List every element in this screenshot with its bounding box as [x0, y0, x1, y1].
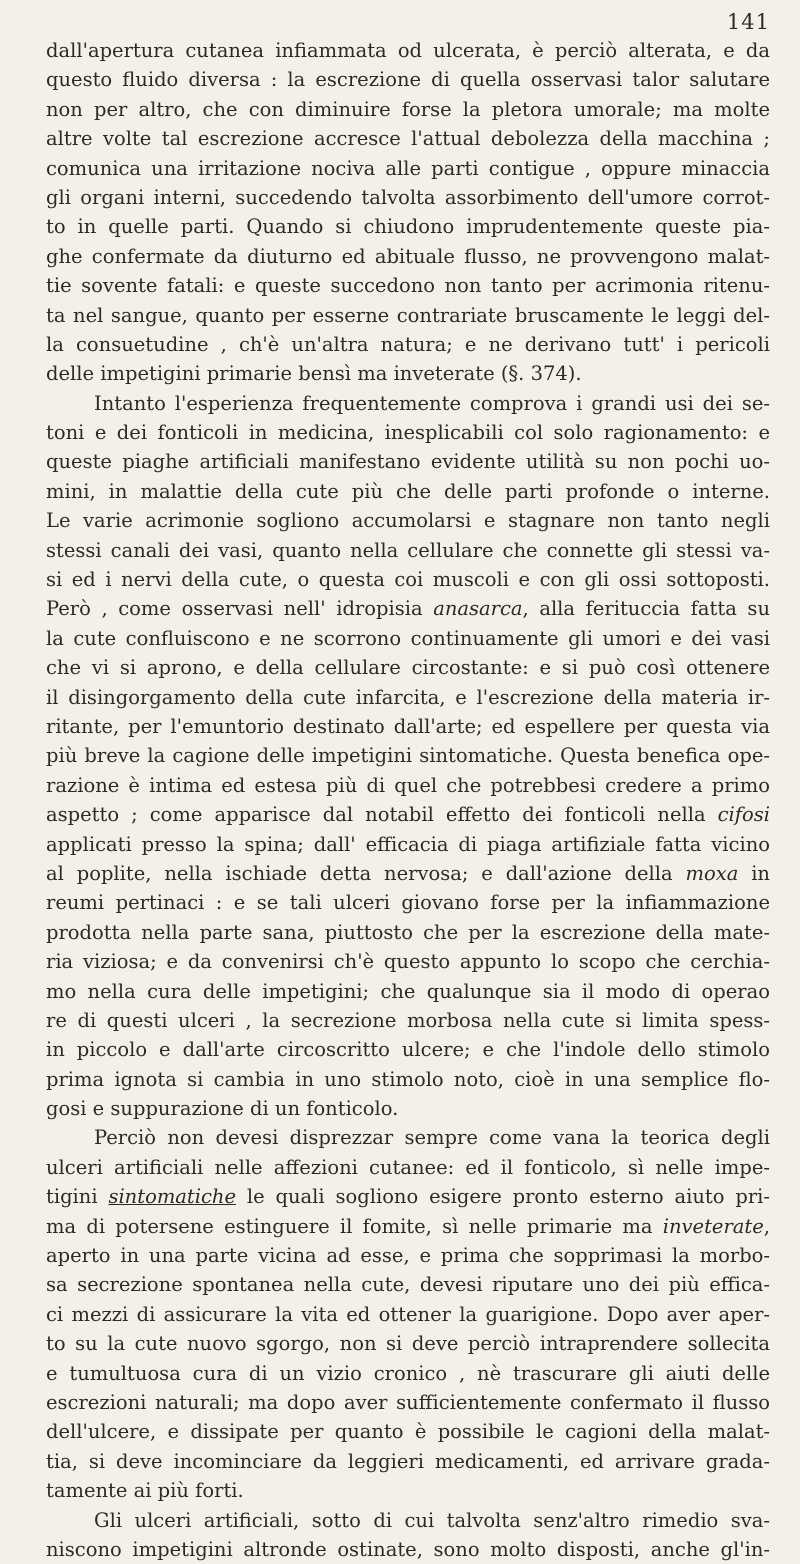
line-text: la cute confluiscono e ne scorrono continuamente gli umori e dei vasi — [46, 626, 770, 650]
text-line — [46, 1329, 770, 1358]
line-text: escrezioni naturali; ma dopo aver sufficientemente confermato il flusso — [46, 1390, 770, 1414]
line-text: e tumultuosa cura di un vizio cronico , nè trascurare gli aiuti delle — [46, 1361, 770, 1385]
text-line — [46, 800, 770, 829]
text-line — [46, 359, 770, 388]
line-text: tie sovente fatali: e queste succedono non tanto per acrimonia ritenu- — [46, 274, 770, 298]
line-text: mini, in malattie della cute più che delle parti profonde o interne. — [46, 479, 770, 503]
line-text: al poplite, nella ischiade detta nervosa; e dall'azione della — [46, 861, 686, 885]
line-text: tamente ai più forti. — [46, 1479, 244, 1503]
text-line — [46, 859, 770, 888]
line-text: toni e dei fonticoli in medicina, inesplicabili col solo ragionamento: e — [46, 421, 770, 445]
text-line — [46, 947, 770, 976]
line-text: comunica una irritazione nociva alle parti contigue , oppure minaccia — [46, 156, 770, 180]
text-line — [46, 1065, 770, 1094]
text-line — [46, 1535, 770, 1564]
line-text: sa secrezione spontanea nella cute, devesi riputare uno dei più effica- — [46, 1273, 770, 1297]
line-text: to su la cute nuovo sgorgo, non si deve perciò intraprendere sollecita — [46, 1332, 770, 1356]
text-line — [46, 683, 770, 712]
line-text: applicati presso la spina; dall' efficacia di piaga artifiziale fatta vicino — [46, 832, 770, 856]
text-line — [46, 330, 770, 359]
italic-term: anasarca — [433, 597, 523, 621]
line-text: to in quelle parti. Quando si chiudono imprudentemente queste pia- — [46, 215, 770, 239]
page-number: 141 — [726, 10, 770, 34]
line-text: ma di potersene estinguere il fomite, sì nelle primarie ma — [46, 1214, 663, 1238]
text-line — [46, 36, 770, 65]
line-text: niscono impetigini altronde ostinate, sono molto disposti, anche gl'in- — [46, 1537, 770, 1561]
line-text: re di questi ulceri , la secrezione morbosa nella cute si limita spess- — [46, 1008, 770, 1032]
text-line — [46, 242, 770, 271]
text-line — [46, 389, 770, 418]
text-line — [46, 301, 770, 330]
line-text: prodotta nella parte sana, piuttosto che per la escrezione della mate- — [46, 920, 770, 944]
text-line — [46, 1506, 770, 1535]
line-text: Intanto l'esperienza frequentemente comprova i grandi usi dei se- — [94, 391, 770, 415]
text-line — [46, 183, 770, 212]
text-line — [46, 888, 770, 917]
line-text: tia, si deve incominciare da leggieri medicamenti, ed arrivare grada- — [46, 1449, 770, 1473]
text-line — [46, 1182, 770, 1211]
line-text: il disingorgamento della cute infarcita, e l'escrezione della materia ir- — [46, 685, 770, 709]
text-line — [46, 918, 770, 947]
text-line — [46, 1300, 770, 1329]
text-line — [46, 536, 770, 565]
text-line — [46, 447, 770, 476]
line-text-after: , alla ferituccia fatta su — [522, 597, 770, 621]
text-line — [46, 418, 770, 447]
text-line — [46, 1388, 770, 1417]
text-line — [46, 271, 770, 300]
text-line — [46, 1212, 770, 1241]
text-line — [46, 653, 770, 682]
line-text: Però , come osservasi nell' idropisia — [46, 597, 434, 621]
text-line — [46, 506, 770, 535]
text-line — [46, 624, 770, 653]
line-text: gli organi interni, succedendo talvolta assorbimento dell'umore corrot- — [46, 185, 770, 209]
line-text: ci mezzi di assicurare la vita ed ottener la guarigione. Dopo aver aper- — [46, 1302, 770, 1326]
line-text: altre volte tal escrezione accresce l'attual debolezza della macchina ; — [46, 127, 770, 151]
line-text-after: in — [738, 861, 770, 885]
line-text: tigini — [46, 1185, 109, 1209]
line-text: si ed i nervi della cute, o questa coi muscoli e con gli ossi sottoposti. — [46, 568, 770, 592]
underlined-term: sintomatiche — [108, 1185, 237, 1209]
line-text: che vi si aprono, e della cellulare circostante: e si può così ottenere — [46, 656, 770, 680]
text-line — [46, 65, 770, 94]
text-line — [46, 1417, 770, 1446]
line-text: gosi e suppurazione di un fonticolo. — [46, 1097, 399, 1121]
text-line — [46, 1123, 770, 1152]
text-line — [46, 565, 770, 594]
body-text — [46, 36, 770, 1564]
line-text-after: le quali sogliono esigere pronto esterno aiuto pri- — [236, 1185, 770, 1209]
text-line — [46, 1241, 770, 1270]
text-line — [46, 594, 770, 623]
text-line — [46, 477, 770, 506]
line-text: stessi canali dei vasi, quanto nella cellulare che connette gli stessi va- — [46, 538, 770, 562]
text-line — [46, 212, 770, 241]
line-text: queste piaghe artificiali manifestano evidente utilità su non pochi uo- — [46, 450, 770, 474]
line-text: mo nella cura delle impetigini; che qualunque sia il modo di operao — [46, 979, 770, 1003]
line-text: ritante, per l'emuntorio destinato dall'arte; ed espellere per questa via — [46, 714, 770, 738]
text-line — [46, 1359, 770, 1388]
line-text-after: , — [763, 1214, 770, 1238]
line-text: in piccolo e dall'arte circoscritto ulcere; e che l'indole dello stimolo — [46, 1038, 770, 1062]
text-line — [46, 154, 770, 183]
line-text: Le varie acrimonie sogliono accumolarsi e stagnare non tanto negli — [46, 509, 770, 533]
line-text: prima ignota si cambia in uno stimolo noto, cioè in una semplice flo- — [46, 1067, 770, 1091]
line-text: Perciò non devesi disprezzar sempre come vana la teorica degli — [94, 1126, 770, 1150]
text-line — [46, 741, 770, 770]
text-line — [46, 1447, 770, 1476]
line-text: razione è intima ed estesa più di quel che potrebbesi credere a primo — [46, 773, 770, 797]
text-line — [46, 124, 770, 153]
line-text: questo fluido diversa : la escrezione di quella osservasi talor salutare — [46, 68, 770, 92]
line-text: aspetto ; come apparisce dal notabil effetto dei fonticoli nella — [46, 803, 718, 827]
line-text: Gli ulceri artificiali, sotto di cui talvolta senz'altro rimedio sva- — [94, 1508, 770, 1532]
italic-term: moxa — [685, 861, 739, 885]
text-line — [46, 830, 770, 859]
line-text: ria viziosa; e da convenirsi ch'è questo appunto lo scopo che cerchia- — [46, 950, 770, 974]
line-text: dell'ulcere, e dissipate per quanto è possibile le cagioni della malat- — [46, 1420, 770, 1444]
text-line — [46, 712, 770, 741]
line-text: ulceri artificiali nelle affezioni cutanee: ed il fonticolo, sì nelle impe- — [46, 1155, 770, 1179]
text-line — [46, 977, 770, 1006]
text-line — [46, 1270, 770, 1299]
line-text: non per altro, che con diminuire forse la pletora umorale; ma molte — [46, 97, 770, 121]
line-text: ghe confermate da diuturno ed abituale flusso, ne provvengono malat- — [46, 244, 770, 268]
italic-term: cifosi — [717, 803, 770, 827]
text-line — [46, 1476, 770, 1505]
text-line — [46, 771, 770, 800]
line-text: aperto in una parte vicina ad esse, e prima che sopprimasi la morbo- — [46, 1244, 770, 1268]
italic-term: inveterate — [662, 1214, 764, 1238]
text-line — [46, 1035, 770, 1064]
line-text: più breve la cagione delle impetigini sintomatiche. Questa benefica ope- — [46, 744, 770, 768]
line-text: delle impetigini primarie bensì ma inveterate (§. 374). — [46, 362, 582, 386]
text-line — [46, 1153, 770, 1182]
line-text: dall'apertura cutanea infiammata od ulcerata, è perciò alterata, e da — [46, 39, 770, 62]
text-line — [46, 1006, 770, 1035]
text-line — [46, 95, 770, 124]
line-text: reumi pertinaci : e se tali ulceri giovano forse per la infiammazione — [46, 891, 770, 915]
line-text: la consuetudine , ch'è un'altra natura; e ne derivano tutt' i pericoli — [46, 332, 770, 356]
line-text: ta nel sangue, quanto per esserne contrariate bruscamente le leggi del- — [46, 303, 770, 327]
text-line — [46, 1094, 770, 1123]
